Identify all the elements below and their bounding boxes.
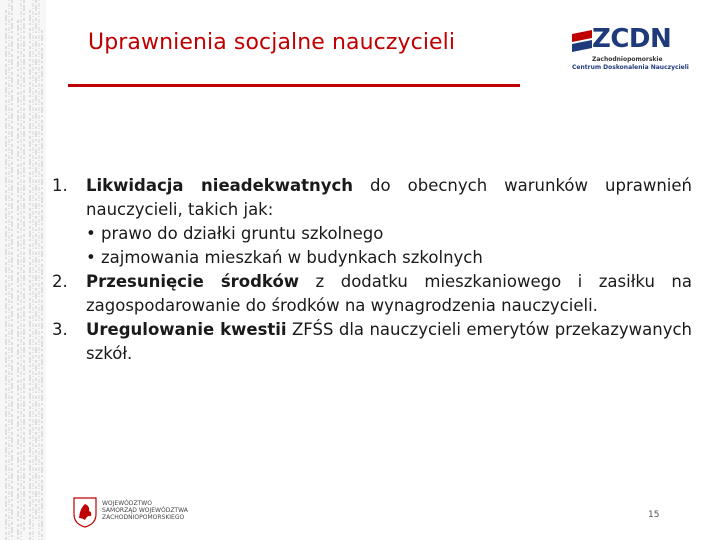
item-number: 1.: [52, 176, 68, 195]
list-item: [48, 174, 692, 270]
footer-line-1: WOJEWÓDZTWO: [102, 500, 152, 507]
footer-line-2: SAMORZĄD WOJEWÓDZTWA: [102, 507, 188, 514]
slide-title: Uprawnienia socjalne nauczycieli: [88, 30, 456, 55]
item-bold-text: Przesunięcie środków: [86, 272, 300, 291]
item-bold-text: Likwidacja nieadekwatnych: [86, 176, 354, 195]
sub-item: • prawo do działki gruntu szkolnego: [86, 224, 384, 243]
handwriting-decoration: [0, 0, 46, 540]
logo-subtitle-2: Centrum Doskonalenia Nauczycieli: [572, 64, 689, 71]
handwriting-strip: [0, 0, 46, 540]
list-item: [48, 318, 692, 366]
item-text: z dodatku mieszkaniowego i zasiłku na zagospodarowanie do środków na wynagrodzenia nauczycieli.: [86, 272, 692, 315]
item-number: 2.: [52, 272, 68, 291]
item-text: do obecnych warunków uprawnień nauczycieli, takich jak:: [86, 176, 692, 219]
zcdn-logo: [572, 24, 689, 74]
content-list: [48, 174, 692, 366]
item-number: 3.: [52, 320, 68, 339]
logo-subtitle-1: Zachodniopomorskie: [592, 56, 663, 63]
footer-text: [102, 500, 188, 521]
page-number: 15: [648, 510, 660, 520]
logo-wordmark: ZCDN: [592, 24, 672, 54]
zcdn-mark-icon: [572, 30, 592, 54]
voivodeship-logo: [72, 496, 202, 532]
title-underline: [68, 84, 520, 87]
sub-item: • zajmowania mieszkań w budynkach szkolnych: [86, 248, 483, 267]
item-bold-text: Uregulowanie kwestii: [86, 320, 287, 339]
list-item: [48, 270, 692, 318]
griffin-crest-icon: [72, 496, 98, 528]
item-text: ZFŚS dla nauczycieli emerytów przekazywanych szkół.: [86, 320, 692, 363]
footer-line-3: ZACHODNIOPOMORSKIEGO: [102, 514, 185, 521]
